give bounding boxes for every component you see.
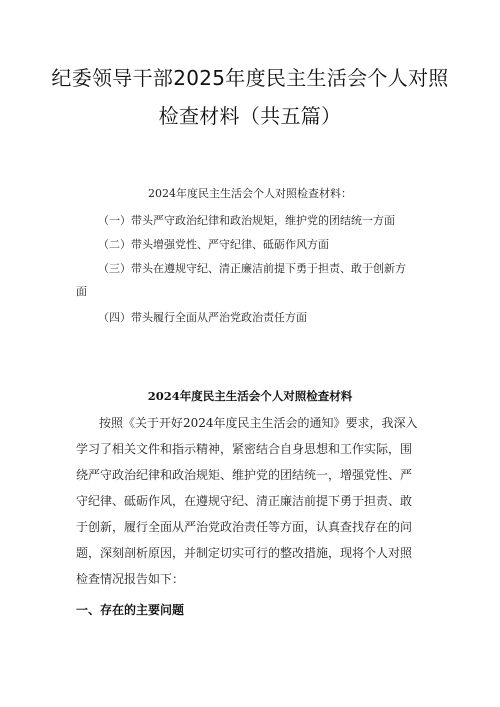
paragraph-line-2: 学习了相关文件和指示精神，紧密结合自身思想和工作实际，围 bbox=[76, 442, 413, 456]
paragraph-line-4: 守纪律、砥砺作风，在遵规守纪、清正廉洁前提下勇于担责、敢 bbox=[76, 494, 413, 508]
document-title-line-2: 检查材料（共五篇） bbox=[158, 104, 342, 128]
toc-item-4: （四）带头履行全面从严治党政治责任方面 bbox=[98, 311, 307, 324]
paragraph-line-6: 题，深刻剖析原因，并制定切实可行的整改措施，现将个人对照 bbox=[76, 546, 413, 560]
subheading-main-problems: 一、存在的主要问题 bbox=[76, 603, 185, 617]
paragraph-line-3: 绕严守政治纪律和政治规矩、维护党的团结统一，增强党性、严 bbox=[76, 468, 413, 482]
toc-item-3: （三）带头在遵规守纪、清正廉洁前提下勇于担责、敢于创新方 bbox=[98, 262, 406, 275]
paragraph-line-5: 于创新，履行全面从严治党政治责任等方面，认真查找存在的问 bbox=[76, 520, 413, 534]
document-title-line-1: 纪委领导干部2025年度民主生活会个人对照 bbox=[51, 66, 449, 90]
toc-heading: 2024年度民主生活会个人对照检查材料： bbox=[148, 187, 352, 200]
toc-item-1: （一）带头严守政治纪律和政治规矩，维护党的团结统一方面 bbox=[98, 214, 395, 227]
section-title: 2024年度民主生活会个人对照检查材料 bbox=[147, 389, 353, 403]
toc-item-3-continuation: 面 bbox=[76, 285, 87, 298]
toc-item-2: （二）带头增强党性、严守纪律、砥砺作风方面 bbox=[98, 238, 329, 251]
paragraph-line-1: 按照《关于开好2024年度民主生活会的通知》要求，我深入 bbox=[99, 416, 418, 430]
paragraph-line-7: 检查情况报告如下： bbox=[76, 572, 185, 586]
